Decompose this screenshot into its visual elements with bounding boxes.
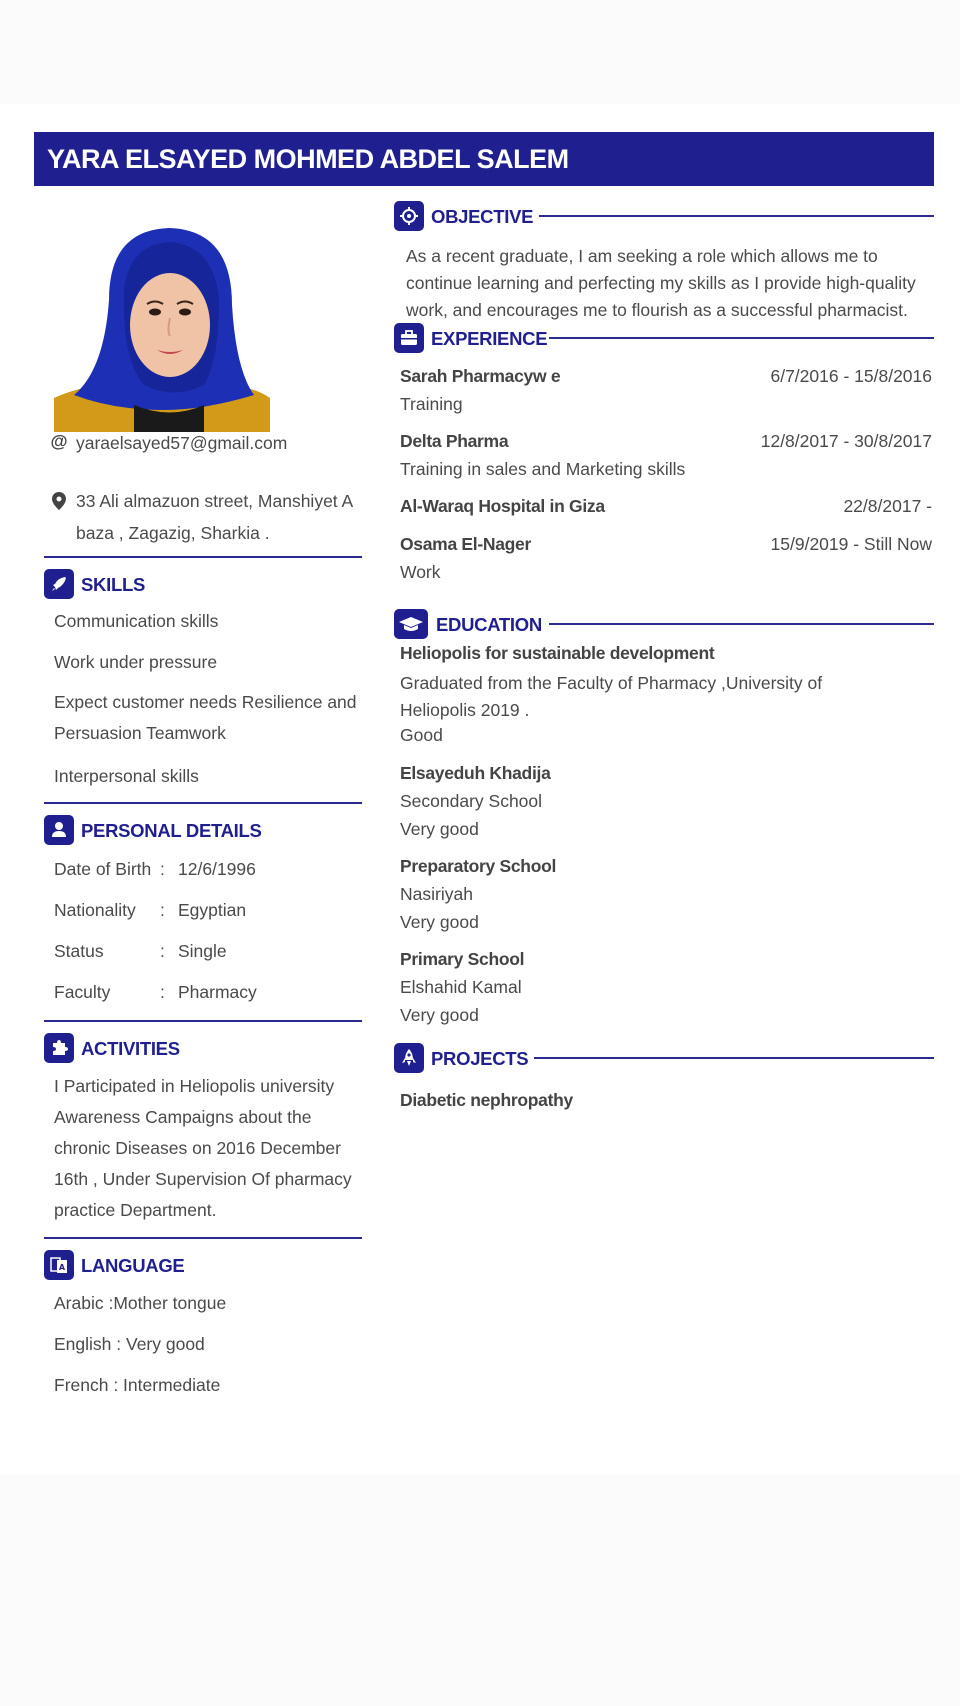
experience-company: Osama El-Nager xyxy=(400,534,531,554)
skill-item: Communication skills xyxy=(54,611,219,631)
education-detail: Secondary School xyxy=(400,791,543,811)
skill-item: Expect customer needs Resilience and Persuasion Teamwork xyxy=(54,692,357,743)
education-header xyxy=(394,609,934,639)
name-banner: YARA ELSAYED MOHMED ABDEL SALEM xyxy=(34,132,934,186)
skills-header xyxy=(44,569,364,599)
pd-value: Single xyxy=(178,941,227,961)
projects-header xyxy=(394,1043,934,1073)
education-grade: Good xyxy=(400,725,443,745)
language-header xyxy=(44,1250,364,1280)
experience-role: Training xyxy=(400,394,463,414)
divider xyxy=(44,556,362,558)
pd-value: 12/6/1996 xyxy=(178,859,256,879)
objective-title: OBJECTIVE xyxy=(431,206,534,227)
objective-text: As a recent graduate, I am seeking a role which allows me to continue learning and perfecting my skills as I provide high-quality work, and encourages me to flourish as a successful pharmacist. xyxy=(406,246,916,320)
divider xyxy=(44,1020,362,1022)
briefcase-icon xyxy=(394,323,424,353)
activities-header xyxy=(44,1033,364,1063)
experience-company: Al-Waraq Hospital in Giza xyxy=(400,496,605,516)
education-grade: Very good xyxy=(400,819,479,839)
rocket-icon xyxy=(44,569,74,599)
email-text[interactable]: yaraelsayed57@gmail.com xyxy=(76,433,288,453)
header-rule xyxy=(534,1057,934,1059)
activities-title: ACTIVITIES xyxy=(81,1038,180,1059)
skill-item: Interpersonal skills xyxy=(54,766,199,786)
experience-role: Training in sales and Marketing skills xyxy=(400,459,686,479)
language-title: LANGUAGE xyxy=(81,1255,185,1276)
experience-date: 6/7/2016 - 15/8/2016 xyxy=(770,366,932,386)
education-detail: Graduated from the Faculty of Pharmacy ,University of Heliopolis 2019 . xyxy=(400,673,823,720)
experience-date: 12/8/2017 - 30/8/2017 xyxy=(760,431,932,451)
pd-colon: : xyxy=(160,941,165,961)
pd-colon: : xyxy=(160,859,165,879)
experience-header xyxy=(394,323,934,353)
pd-value: Pharmacy xyxy=(178,982,257,1002)
divider xyxy=(44,1237,362,1239)
education-grade: Very good xyxy=(400,1005,479,1025)
header-rule xyxy=(549,337,934,339)
education-detail: Elshahid Kamal xyxy=(400,977,522,997)
pd-label: Status xyxy=(54,941,104,961)
education-detail: Nasiriyah xyxy=(400,884,473,904)
svg-text:A: A xyxy=(58,1263,66,1272)
pd-label: Nationality xyxy=(54,900,136,920)
email-row xyxy=(48,431,288,453)
experience-company: Sarah Pharmacyw e xyxy=(400,366,561,386)
address-row xyxy=(48,491,353,543)
pd-value: Egyptian xyxy=(178,900,247,920)
education-school: Primary School xyxy=(400,949,525,969)
translate-icon xyxy=(44,1250,74,1280)
skill-item: Work under pressure xyxy=(54,652,218,672)
location-pin-icon xyxy=(48,492,70,515)
education-school: Heliopolis for sustainable development xyxy=(400,643,715,663)
pd-colon: : xyxy=(160,982,165,1002)
objective-header xyxy=(394,201,934,231)
pd-label: Date of Birth xyxy=(54,859,152,879)
experience-date: 15/9/2019 - Still Now xyxy=(770,534,932,554)
projects-title: PROJECTS xyxy=(431,1048,529,1069)
graduation-cap-icon xyxy=(394,609,428,639)
at-icon: @ xyxy=(50,431,68,451)
skills-title: SKILLS xyxy=(81,574,145,595)
pd-colon: : xyxy=(160,900,165,920)
language-item: Arabic :Mother tongue xyxy=(54,1293,227,1313)
education-title: EDUCATION xyxy=(436,614,542,635)
experience-title: EXPERIENCE xyxy=(431,328,548,349)
profile-photo xyxy=(54,220,270,432)
language-item: French : Intermediate xyxy=(54,1375,221,1395)
pd-label: Faculty xyxy=(54,982,111,1002)
crosshair-icon xyxy=(394,201,424,231)
activities-text: I Participated in Heliopolis university Awareness Campaigns about the chronic Diseases on 2016 December 16th , Under Supervision Of pharmacy practice Department. xyxy=(54,1076,352,1220)
education-school: Elsayeduh Khadija xyxy=(400,763,551,783)
header-rule xyxy=(549,623,934,625)
address-text: 33 Ali almazuon street, Manshiyet A baza , Zagazig, Sharkia . xyxy=(76,491,353,543)
language-item: English : Very good xyxy=(54,1334,205,1354)
rocket-launch-icon xyxy=(394,1043,424,1073)
divider xyxy=(44,802,362,804)
user-icon xyxy=(44,815,74,845)
personal-details-title: PERSONAL DETAILS xyxy=(81,820,262,841)
personal-details-header xyxy=(44,815,364,845)
education-grade: Very good xyxy=(400,912,479,932)
project-item: Diabetic nephropathy xyxy=(400,1090,573,1110)
puzzle-icon xyxy=(44,1033,74,1063)
experience-date: 22/8/2017 - xyxy=(843,496,932,516)
experience-role: Work xyxy=(400,562,441,582)
header-rule xyxy=(539,215,934,217)
experience-company: Delta Pharma xyxy=(400,431,509,451)
education-school: Preparatory School xyxy=(400,856,557,876)
